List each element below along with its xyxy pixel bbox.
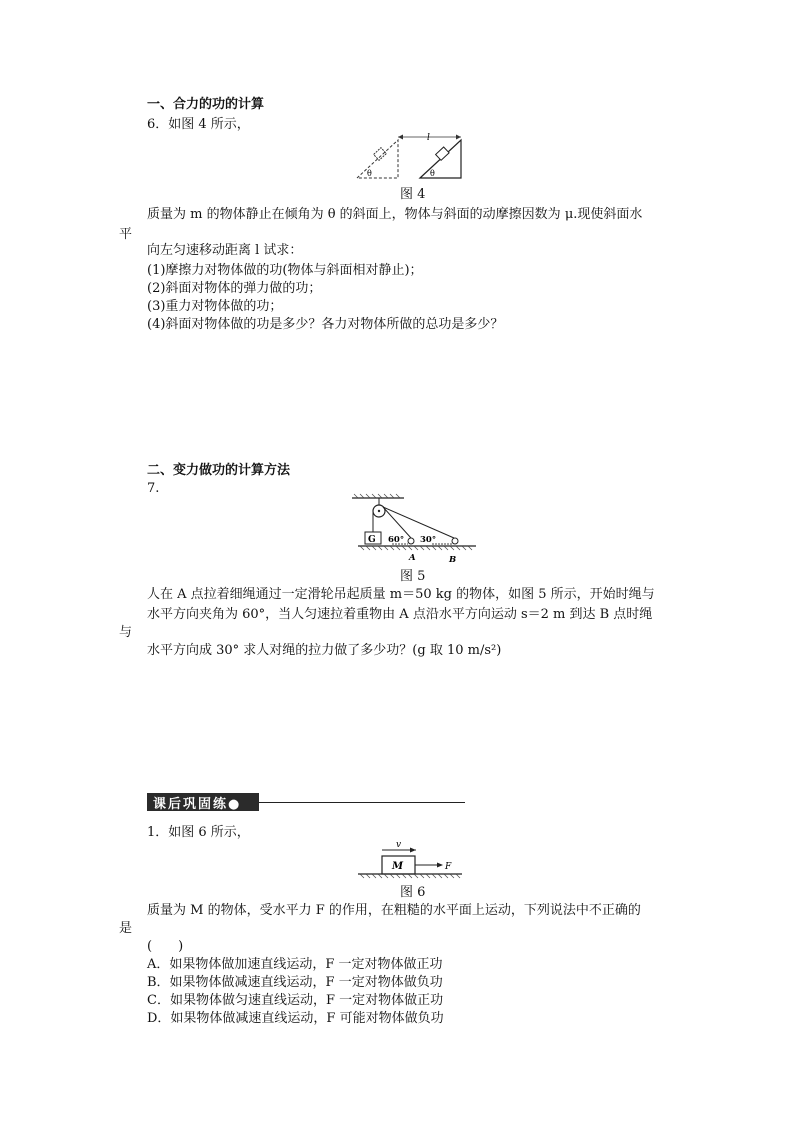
point-B-label: B bbox=[449, 555, 457, 565]
banner-rule bbox=[259, 802, 465, 803]
l-label: l bbox=[427, 133, 430, 143]
mass-M-label: M bbox=[392, 861, 404, 872]
angle-60-label: 60° bbox=[388, 535, 405, 545]
q6-item-3: (3)重力对物体做的功； bbox=[147, 299, 283, 314]
velocity-v-label: v bbox=[396, 840, 402, 850]
question-1-label: 1．如图 6 所示， bbox=[147, 825, 250, 840]
question-6-label: 6．如图 4 所示， bbox=[147, 117, 250, 132]
theta-left-label: θ bbox=[367, 169, 372, 178]
section-heading-2: 二、变力做功的计算方法 bbox=[147, 463, 291, 478]
point-A-label: A bbox=[409, 553, 416, 563]
q6-text-line-2: 向左匀速移动距离 l 试求： bbox=[147, 243, 303, 258]
weight-G-label: G bbox=[368, 535, 376, 545]
option-D: D．如果物体做减速直线运动，F 可能对物体做负功 bbox=[147, 1011, 444, 1026]
figure-6-caption: 图 6 bbox=[400, 885, 426, 900]
figure-4-caption: 图 4 bbox=[400, 187, 426, 202]
figure-6-block bbox=[356, 838, 466, 884]
q6-text-line-1: 质量为 m 的物体静止在倾角为 θ 的斜面上，物体与斜面的动摩擦因数为 μ.现使斜面水 bbox=[147, 207, 643, 222]
section-heading-1: 一、合力的功的计算 bbox=[147, 97, 265, 112]
q6-item-1: (1)摩擦力对物体做的功(物体与斜面相对静止)； bbox=[147, 263, 423, 278]
theta-right-label: θ bbox=[430, 169, 435, 178]
figure-5-pulley bbox=[352, 494, 478, 566]
after-class-banner: 课后巩固练● bbox=[147, 793, 259, 811]
q7-text-line-1b: 水平方向夹角为 60°，当人匀速拉着重物由 A 点沿水平方向运动 s＝2 m 到达 B 点时绳 bbox=[147, 607, 653, 622]
q7-text-line-1: 人在 A 点拉着细绳通过一定滑轮吊起质量 m＝50 kg 的物体，如图 5 所示，开始时绳与 bbox=[147, 587, 655, 602]
figure-5-caption: 图 5 bbox=[400, 569, 426, 584]
q6-item-4: (4)斜面对物体做的功是多少？各力对物体所做的总功是多少？ bbox=[147, 317, 504, 332]
option-C: C．如果物体做匀速直线运动，F 一定对物体做正功 bbox=[147, 993, 444, 1008]
q1-answer-blank: ( ) bbox=[147, 939, 184, 954]
q7-text-hang: 与 bbox=[119, 625, 133, 640]
q6-item-2: (2)斜面对物体的弹力做的功； bbox=[147, 281, 322, 296]
option-A: A．如果物体做加速直线运动，F 一定对物体做正功 bbox=[147, 957, 443, 972]
q1-text-hang: 是 bbox=[119, 921, 133, 936]
force-F-label: F bbox=[445, 862, 452, 872]
q1-text-line-1: 质量为 M 的物体，受水平力 F 的作用，在粗糙的水平面上运动，下列说法中不正确的 bbox=[147, 903, 641, 918]
figure-4-incline bbox=[355, 132, 467, 182]
angle-30-label: 30° bbox=[420, 535, 437, 545]
q7-text-line-2: 水平方向成 30° 求人对绳的拉力做了多少功？(g 取 10 m/s²) bbox=[147, 643, 502, 658]
option-B: B．如果物体做减速直线运动，F 一定对物体做负功 bbox=[147, 975, 443, 990]
question-7-label: 7. bbox=[147, 481, 160, 496]
q6-text-hang: 平 bbox=[119, 227, 133, 242]
